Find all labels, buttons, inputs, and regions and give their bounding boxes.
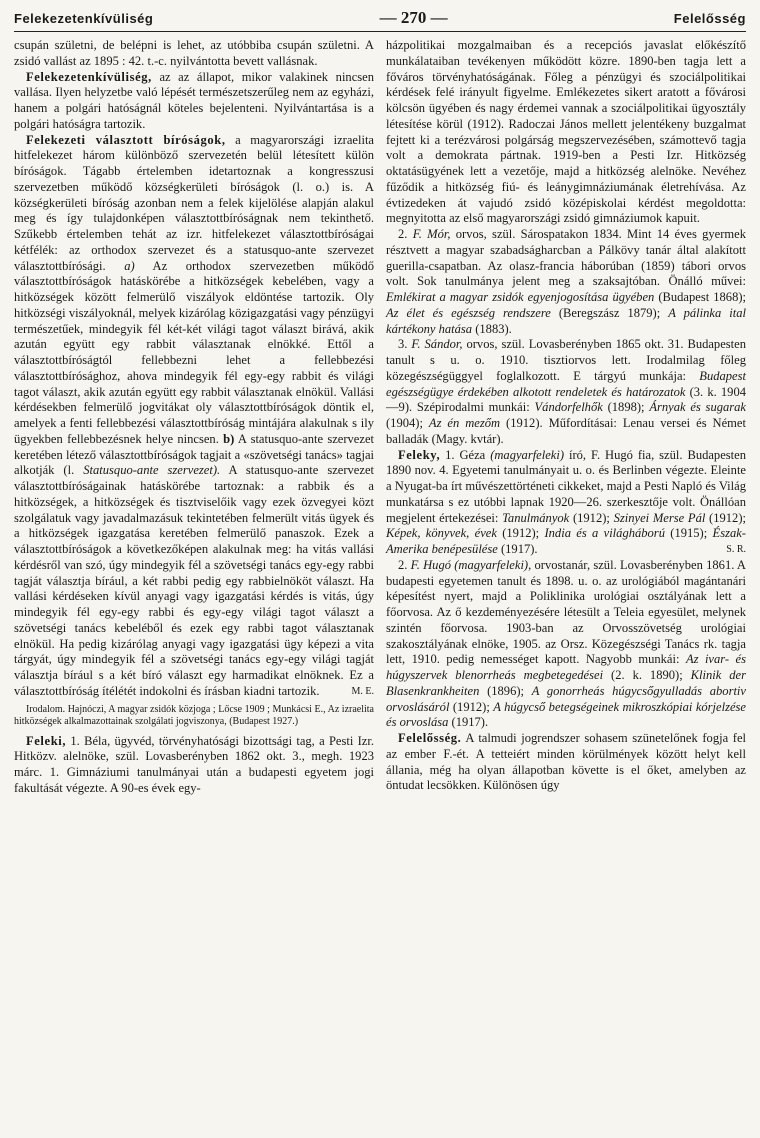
page-number: — 270 — <box>379 8 448 27</box>
entry-felekezetenkivuliseg: Felekezetenkívüliség, az az állapot, mikor valakinek nincsen vallása. Ilyen helyzetbe való lépését természetszerűleg nem az egyházi, hanem a polgári hatóságnál köteles bejelenteni. Nyilvántartása is a polgári hatóságra tartozik. <box>14 69 374 131</box>
entry-feleky-hugo: 2. F. Hugó (magyarfeleki), orvostanár, szül. Lovasberényben 1861. A budapesti egyetemen tanult és 1898. u. o. az urológiából magántanári képesítést nyert, majd a Poliklinika urológiai osztályának lett a főorvosa. Az ő kezdeményezésére létesült a Teleia egyesület, melynek szintén főorvosa. 1903-ban az Orvosszövetség urológiai szakosztályának elnöke, 1905. az Orsz. Közegészségi Tanács rk. tagja lett, 1910. pedig nemességet kapott. Nagyobb munkái: Az ivar- és húgyszervek blenorrheás megbetegedései (2. k. 1890); Klinik der Blasenkrankheiten (1896); A gonorrheás húgycsőgyulladás abortiv orvoslásáról (1912); A húgycső betegségeinek mikroszkópiai kórjelzése és orvoslása (1917). <box>386 557 747 730</box>
paragraph: csupán születni, de belépni is lehet, az utóbbiba csupán születni. A zsidó vallást az 1895 : 42. t.-c. nyilvántotta bevett vallásnak. <box>14 38 374 68</box>
author-signature: M. E. <box>351 685 374 697</box>
author-signature: S. R. <box>726 544 746 555</box>
bibliography-note: Irodalom. Hajnóczi, A magyar zsidók közjoga ; Lőcse 1909 ; Munkácsi E., Az izraelita hitközségek alkalmazottainak szolgálati jogviszonya, (Budapest 1927.) <box>14 703 374 727</box>
header-right-title: Felelősség <box>673 11 746 26</box>
entry-feleki-sandor: 3. F. Sándor, orvos, szül. Lovasberényben 1865 okt. 31. Budapesten tanult s u. o. 1910. tisztiorvos lett. Irodalmilag főleg közegészségüggyel foglalkozott. E tárgyú munkája: Budapest egészségügye érdekében alkotott rendeletek és határozatok (3. k. 1904—9). Szépirodalmi munkái: Vándorfelhők (1898); Árnyak és sugarak (1904); Az én mezőm (1912). Műfordításai: Lenau versei és Német balladák (Magy. kvtár). <box>386 337 746 446</box>
running-header <box>14 8 746 32</box>
left-column <box>14 38 374 797</box>
right-column <box>386 38 746 797</box>
entry-feleki-mor: 2. F. Mór, orvos, szül. Sárospatakon 1834. Mint 14 éves gyermek résztvett a magyar szabadságharcban a Pálkövy tanár által alakított guerilla-csapatban. Az olasz-francia háborúban (1859) tábori orvos volt. Sok tanulmánya jelent meg a szaksajtóban. Önálló művei: Emlékirat a magyar zsidók egyenjogosítása ügyében (Budapest 1868); Az élet és egészség rendszere (Beregszász 1879); A pálinka ital kártékony hatása (1883). <box>386 227 747 336</box>
header-left-title: Felekezetenkívüliség <box>14 11 154 26</box>
text-columns <box>14 38 746 797</box>
paragraph: házpolitikai mozgalmaiban és a recepciós javaslat előkészítő munkálataiban tevékenyen működött közre. 1890-ben tagja lett a főváros törvényhatóságának. Főleg a pénzügyi és szociálpolitikai kérdések felé irányult figyelme. Emlékezetes sikert aratott a fővárosi kölcsön ügyében és nagy érdemei vannak a szociálpolitikai ügyosztály létesítése körül (1912). Radoczai János mellett jelentékeny buzgalmat fejtett ki a terézvárosi polgárság megszervezésében, számottevő tagja volt a demokrata pártnak. 1919-ben a Pesti Izr. Hitközség oktatásügyének lett a vezetője, majd a hitközség alelnöke. Nevéhez fűződik a hitközség fiú- és leánygimnáziumának életrehívása. Az évtizedeken át vajudó zsidó középiskolai kérdést megoldotta: megnyitotta az első magyarországi zsidó gimnáziumok kapuit. <box>386 38 746 226</box>
entry-feleki: Feleki, 1. Béla, ügyvéd, törvényhatósági bizottsági tag, a Pesti Izr. Hitközv. alelnöke, szül. Lovasberényben 1862 okt. 3., megh. 1923 márc. 1. Gimnáziumi tanulmányai után a budapesti egyetem jogi fakultását végezte. A 90-es évek egy- <box>14 733 374 795</box>
entry-felelosseg: Felelősség. A talmudi jogrendszer sohasem szünetelőnek fogja fel az ember F.-ét. A tetteiért minden körülmények között helyt kell állania, még ha olyan állapotban követte is el őket, amelyben az öntudat lecsökken. Különösen úgy <box>386 731 746 793</box>
entry-feleky-geza: Feleky, 1. Géza (magyarfeleki) író, F. Hugó fia, szül. Budapesten 1890 nov. 4. Egyetemi tanulmányait u. o. és Berlinben végezte. Eleinte a Nyugat-ba írt művészettörténeti cikkeket, majd a Pesti Napló és Világ munkatársa s ez utóbbi lapnak 1920—26. szerkesztője volt. Önállóan megjelent értekezései: Tanulmányok (1912); Szinyei Merse Pál (1912); Képek, könyvek, évek (1912); India és a világháború (1915); Észak-Amerika benépesülése (1917). S. R. <box>386 447 746 556</box>
entry-felekezeti-valasztott-birosagok: Felekezeti választott bíróságok, a magyarországi izraelita hitfelekezet három különböző szervezetén belül létesített külön bíróságok. Tágabb értelemben idetartoznak a kongresszusi szervezetben működő községkerületi bíróságok (l. o.) is. A községkerületi bíróság azonban nem a felek kijelölése alapján alakul meg és így tulajdonképen választottbíróságnak nem tekinthető. Szűkebb értelemben tehát az izr. hitfelekezet választottbíróságai kétfélék: az orthodox szervezet és a statusquo-ante szervezet választottbírósági. a) Az orthodox szervezetben működő választottbíróságok hatáskörébe a hitközségek kebelében, vagy a hitközségek között felmerülő viszályok eldöntése tartozik. Oly hitközségi viszályoknál, melyek kizárólag közigazgatási vagy pénzügyi természetűek, mindegyik fél két-két világi tagot választ birává, akik azután együtt egy rabbit választanak elnökké. Ettől a választottbíróságtól fellebbezni lehet a fellebbezési választottbírósághoz, ahova mindegyik fél egy-egy rabbit és világi tagot választ, akik azután együtt egy rabbit választanak elnökül. Vallási kérdésekben felmerülő jogvitákat oly választottbíróságok döntik el, amelyek a fenti fellebbezési választottbíróság mintájára alakulnak s ily ügyekben fellebbezésnek helye nincsen. b) A statusquo-ante szervezet keretében létező választottbíróságok tagjait a «szövetségi tanács» tagjai alkotják (l. Statusquo-ante szervezet). A statusquo-ante szervezet választottbíróságainak hatáskörébe tartoznak: a rabbik és a hitközségek, a hitközségek és tisztviselőik vagy ezek özvegyei közt szolgálatuk vagy javadalmazásuk tekintetében felmerült vitás ügyek és a hitközségek igazgatása keretében felmerülő panaszok. Ezek a választottbíróságok a következőképen alakulnak meg: ha vitás vallási kérdésről van szó, úgy mindegyik fél a szövetségi tanács egy-egy rabbi tagját választja bírául, a két rabbi pedig egy rabbielnököt választ. Ha vallási kérdéseken kívül anyagi vagy igazgatási kérdés is vitás, úgy mindegyik fél egy-egy rabbi és egy-egy világi tagot választ a szövetségi tanács kebeléből és ezek egy rabbi tagot választanak elnökül. Ha pedig kizárólag anyagi vagy igazgatási ügy képezi a vita tárgyát, úgy mindegyik fél a szövetségi tanács egy-egy világi tagját választja bírául s a két bíró választ egy harmadikat elnöknek. Ez a választottbíróság ítélétét indokolni és írásban kiadni tartozik. M. E. <box>14 132 375 698</box>
